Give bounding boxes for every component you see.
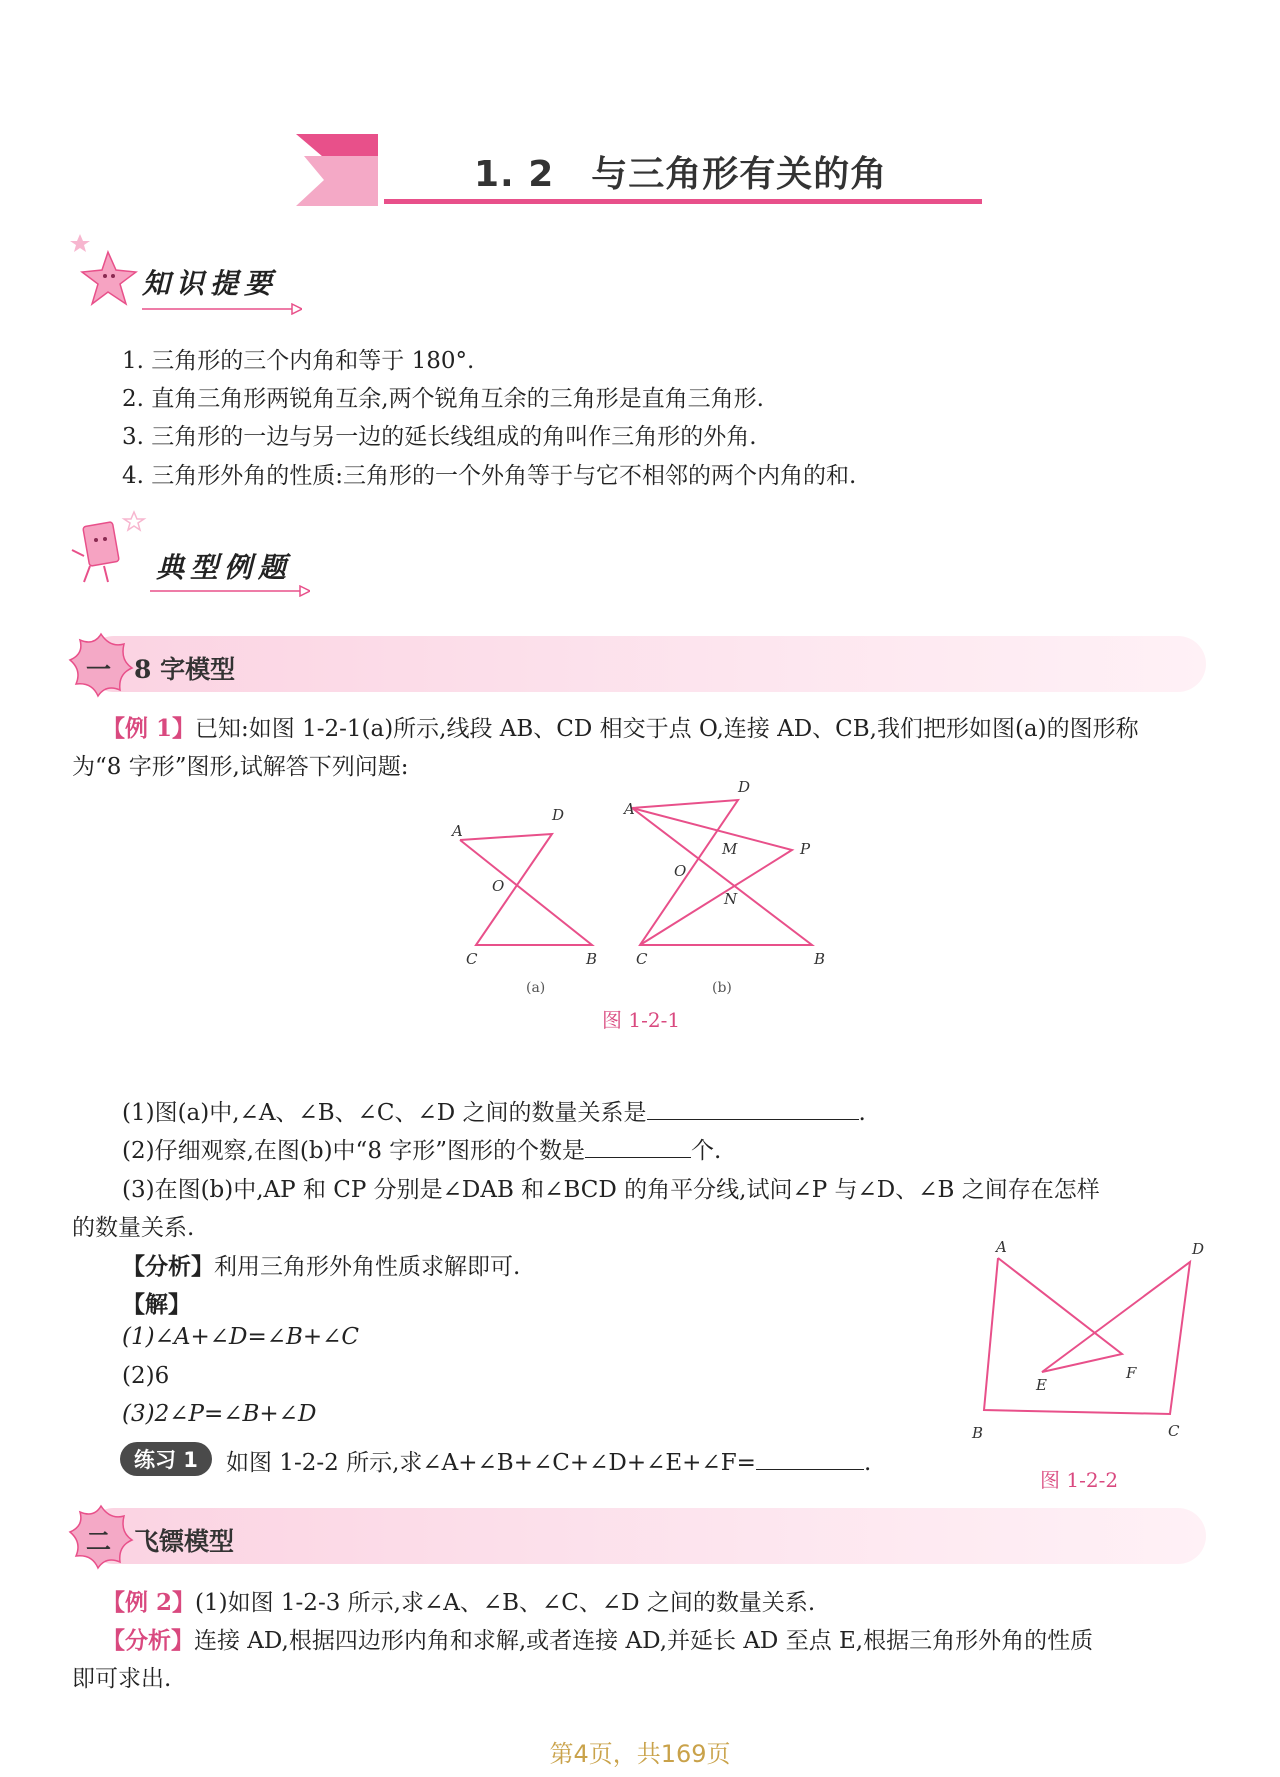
fig-b-label-p: P <box>800 840 811 858</box>
question-2-text: (2)仔细观察,在图(b)中“8 字形”图形的个数是 <box>122 1138 586 1164</box>
question-2 <box>122 1132 721 1165</box>
fig2-label-e: E <box>1036 1376 1047 1394</box>
analysis-1 <box>122 1248 520 1281</box>
fig2-label-f: F <box>1126 1364 1137 1382</box>
fig-b-label-c: C <box>636 950 648 968</box>
analysis-2-line1: 连接 AD,根据四边形内角和求解,或者连接 AD,并延长 AD 至点 E,根据三角形外角的性质 <box>194 1628 1094 1654</box>
practice-1 <box>226 1444 871 1477</box>
analysis-tag: 【分析】 <box>122 1253 214 1280</box>
practice-text: 如图 1-2-2 所示,求∠A+∠B+∠C+∠D+∠E+∠F= <box>226 1450 756 1476</box>
analysis-2-line2: 即可求出. <box>72 1666 172 1692</box>
knowledge-item: 1. 三角形的三个内角和等于 180°. <box>122 348 475 374</box>
knowledge-heading-icon <box>68 232 152 316</box>
fig-b-caption: (b) <box>712 980 732 996</box>
figure-1-2-1 <box>440 780 840 1004</box>
example-1-line1: 已知:如图 1-2-1(a)所示,线段 AB、CD 相交于点 O,连接 AD、CB,我们把形如图(a)的图形称 <box>195 716 1139 742</box>
knowledge-item: 3. 三角形的一边与另一边的延长线组成的角叫作三角形的外角. <box>122 424 757 450</box>
header-ribbon-icon <box>296 134 392 210</box>
analysis-2-tag: 【分析】 <box>102 1627 194 1654</box>
fig-a-caption: (a) <box>526 980 546 996</box>
question-1-text: (1)图(a)中,∠A、∠B、∠C、∠D 之间的数量关系是 <box>122 1100 647 1126</box>
examples-heading-arrow <box>150 582 310 601</box>
example-2-tag: 【例 2】 <box>102 1589 196 1616</box>
analysis-2 <box>102 1622 1093 1655</box>
fig-b-label-n: N <box>724 890 738 908</box>
fig-b-label-o: O <box>674 862 687 880</box>
page-indicator: 第4页，共169页 <box>549 1740 731 1768</box>
examples-heading: 典型例题 <box>156 551 293 584</box>
solution-3: (3)2∠P=∠B+∠D <box>122 1401 317 1427</box>
fig2-label-d: D <box>1192 1240 1205 1258</box>
knowledge-item: 4. 三角形外角的性质:三角形的一个外角等于与它不相邻的两个内角的和. <box>122 463 857 489</box>
fig-a-label-c: C <box>466 950 478 968</box>
question-3-line2: 的数量关系. <box>72 1215 195 1241</box>
practice-badge: 练习 1 <box>120 1442 212 1476</box>
solution-2: (2)6 <box>122 1363 170 1389</box>
figure-1-2-1-caption: 图 1-2-1 <box>602 1008 681 1032</box>
question-1-end: . <box>858 1100 866 1126</box>
example-2-text <box>102 1584 815 1617</box>
answer-blank[interactable] <box>756 1449 864 1470</box>
practice-end: . <box>863 1450 872 1476</box>
question-2-end: 个. <box>691 1138 722 1164</box>
knowledge-heading-arrow <box>142 300 302 319</box>
page-title: 1. 2 与三角形有关的角 <box>474 154 888 195</box>
solution-1: (1)∠A+∠D=∠B+∠C <box>122 1324 360 1350</box>
figure-1-2-2 <box>966 1240 1216 1464</box>
analysis-text: 利用三角形外角性质求解即可. <box>214 1254 521 1280</box>
example-1-tag: 【例 1】 <box>102 715 196 742</box>
solution-tag: 【解】 <box>122 1291 191 1318</box>
title-underline <box>384 199 982 204</box>
fig-b-label-a: A <box>624 800 635 818</box>
answer-blank[interactable] <box>585 1137 691 1158</box>
fig2-label-c: C <box>1168 1422 1180 1440</box>
example-1-text <box>102 710 1139 743</box>
fig-b-label-m: M <box>722 840 738 858</box>
fig2-label-a: A <box>996 1240 1007 1256</box>
fig-b-label-d: D <box>738 780 751 796</box>
fig-a-label-b: B <box>586 950 598 968</box>
example-1-line2: 为“8 字形”图形,试解答下列问题: <box>72 754 409 780</box>
question-1 <box>122 1094 866 1127</box>
section-banner <box>86 636 1206 692</box>
example-2-body: (1)如图 1-2-3 所示,求∠A、∠B、∠C、∠D 之间的数量关系. <box>195 1590 816 1616</box>
section-number: 二 <box>86 1527 112 1556</box>
section-banner <box>86 1508 1206 1564</box>
fig-a-label-o: O <box>492 877 505 895</box>
fig-a-label-d: D <box>552 806 565 824</box>
answer-blank[interactable] <box>647 1099 859 1120</box>
fig-b-label-b: B <box>814 950 826 968</box>
knowledge-heading: 知识提要 <box>142 267 279 300</box>
knowledge-item: 2. 直角三角形两锐角互余,两个锐角互余的三角形是直角三角形. <box>122 386 764 412</box>
question-3-line1: (3)在图(b)中,AP 和 CP 分别是∠DAB 和∠BCD 的角平分线,试问∠P 与∠D、∠B 之间存在怎样 <box>122 1177 1100 1203</box>
fig2-label-b: B <box>972 1424 984 1442</box>
examples-heading-icon <box>68 510 152 598</box>
fig-a-label-a: A <box>452 822 463 840</box>
section-number: 一 <box>86 655 112 684</box>
figure-1-2-2-caption: 图 1-2-2 <box>1040 1468 1119 1492</box>
section-title: 飞镖模型 <box>134 1527 235 1556</box>
section-title: 8 字模型 <box>134 655 236 684</box>
